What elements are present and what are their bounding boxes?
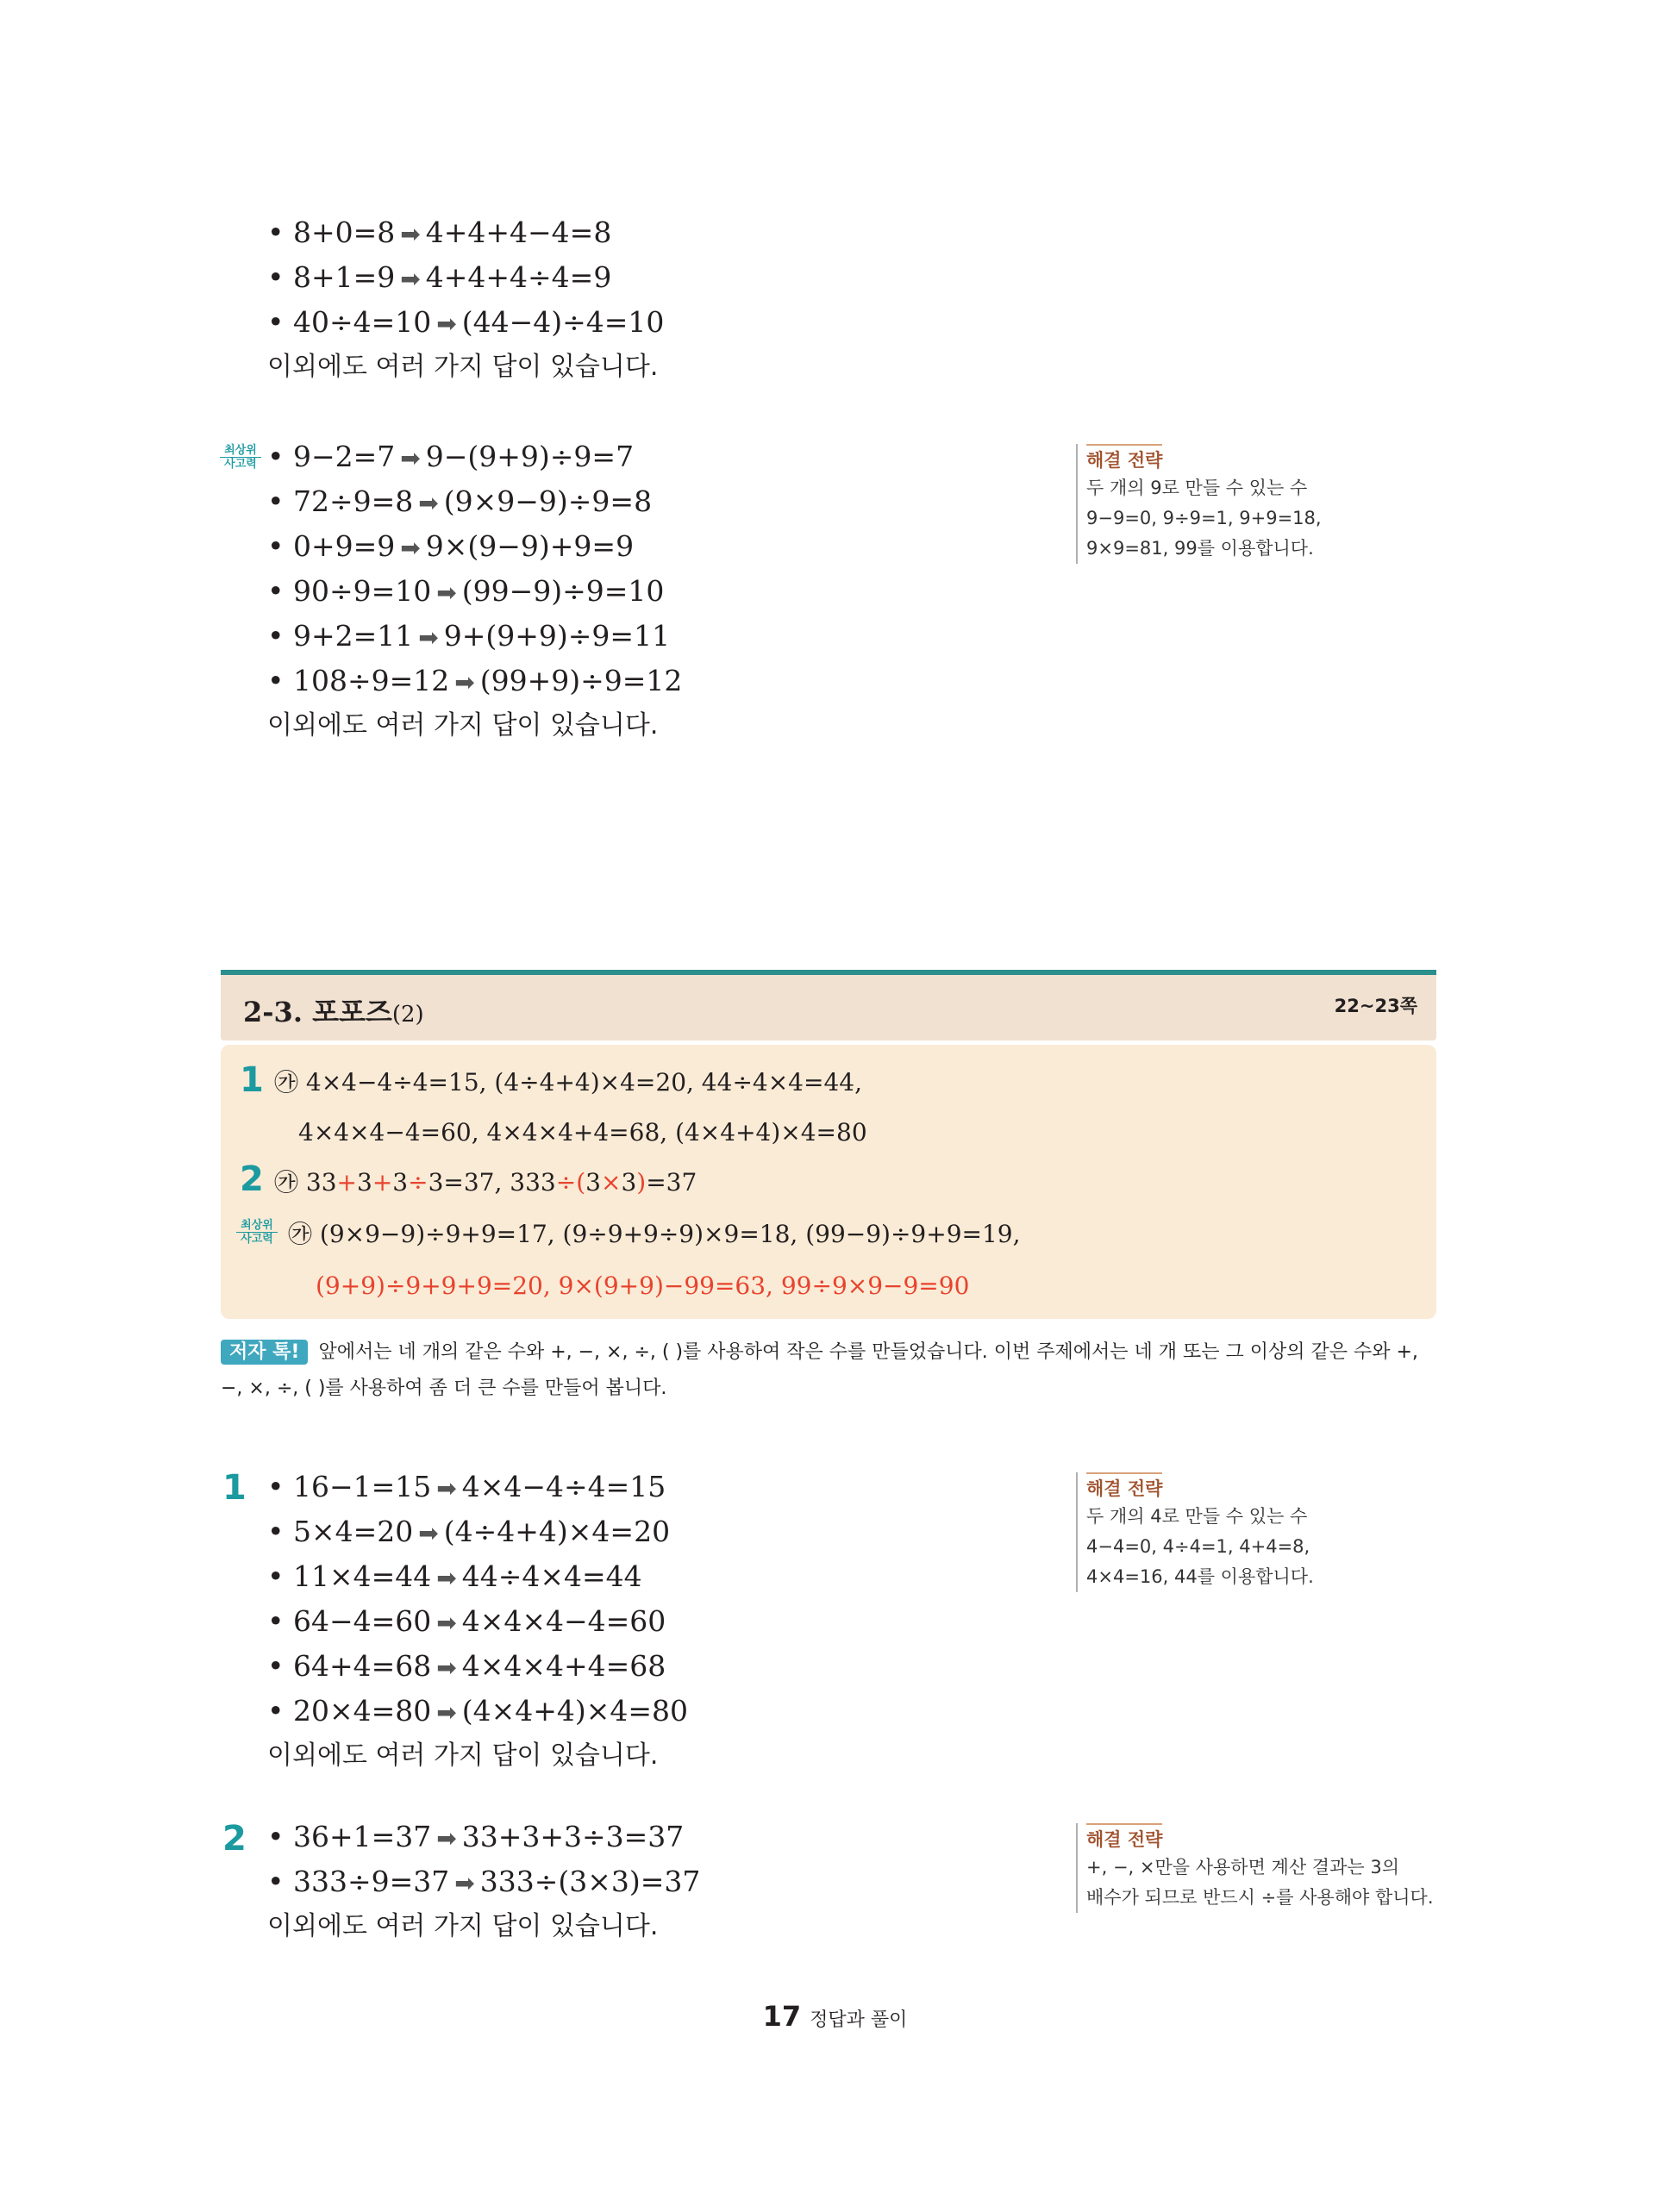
arrow-icon: ➡ <box>436 1474 457 1503</box>
top-level-badge: 최상위 사고력 <box>220 444 261 471</box>
arrow-icon: ➡ <box>454 668 475 697</box>
equation-line: • 20×4=80 ➡ (4×4+4)×4=80 <box>267 1694 689 1728</box>
arrow-icon: ➡ <box>436 309 457 338</box>
arrow-icon: ➡ <box>436 1698 457 1727</box>
arrow-icon: ➡ <box>400 444 421 472</box>
note: 이외에도 여러 가지 답이 있습니다. <box>267 710 659 740</box>
strategy-title: 해결 전략 <box>1086 1472 1162 1502</box>
solution-number: 2 <box>222 1819 247 1859</box>
top-equations <box>267 211 664 389</box>
section-title: 2-3. 포포즈(2) <box>243 996 424 1028</box>
page-footer <box>0 2000 1670 2033</box>
equation-line: • 64+4=68 ➡ 4×4×4+4=68 <box>267 1649 666 1683</box>
arrow-icon: ➡ <box>454 1869 475 1897</box>
answer-line: ㉮ 4×4−4÷4=15, (4÷4+4)×4=20, 44÷4×4=44, <box>274 1068 862 1097</box>
equation-line: • 9−2=7 ➡ 9−(9+9)÷9=7 <box>267 440 635 473</box>
strategy-box: 해결 전략 +, −, ×만을 사용하면 계산 결과는 3의 배수가 되므로 반드시 ÷를 사용해야 합니다. <box>1076 1823 1434 1913</box>
solution-number: 1 <box>222 1468 247 1508</box>
equation-line: • 11×4=44 ➡ 44÷4×4=44 <box>267 1559 642 1593</box>
equation-line: • 5×4=20 ➡ (4÷4+4)×4=20 <box>267 1515 671 1548</box>
equation-line: • 0+9=9 ➡ 9×(9−9)+9=9 <box>267 529 635 563</box>
arrow-icon: ➡ <box>436 1564 457 1592</box>
equation-line: • 9+2=11 ➡ 9+(9+9)÷9=11 <box>267 619 671 653</box>
answer-number: 1 <box>240 1060 264 1100</box>
arrow-icon: ➡ <box>436 1653 457 1682</box>
strategy-title: 해결 전략 <box>1086 1823 1162 1853</box>
page-number: 17 <box>762 2000 802 2033</box>
nine-equations <box>267 435 682 747</box>
equation-line: • 333÷9=37 ➡ 333÷(3×3)=37 <box>267 1865 701 1898</box>
footer-label: 정답과 풀이 <box>810 2009 908 2031</box>
arrow-icon: ➡ <box>436 1609 457 1637</box>
top-level-badge: 최상위 사고력 <box>236 1219 278 1246</box>
tip-badge: 저자 톡! <box>221 1340 308 1365</box>
arrow-icon: ➡ <box>436 578 457 607</box>
answer-number: 2 <box>240 1159 264 1199</box>
note: 이외에도 여러 가지 답이 있습니다. <box>267 1911 659 1941</box>
strategy-title: 해결 전략 <box>1086 444 1162 473</box>
equation-line: • 90÷9=10 ➡ (99−9)÷9=10 <box>267 574 665 608</box>
arrow-icon: ➡ <box>418 1519 439 1547</box>
strategy-box: 해결 전략 두 개의 4로 만들 수 있는 수 4−4=0, 4÷4=1, 4+4=8, 4×4=16, 44를 이용합니다. <box>1076 1472 1314 1592</box>
answer-line: 4×4×4−4=60, 4×4×4+4=68, (4×4+4)×4=80 <box>298 1118 867 1147</box>
note: 이외에도 여러 가지 답이 있습니다. <box>267 352 659 382</box>
equation-line: • 40÷4=10 ➡ (44−4)÷4=10 <box>267 305 665 339</box>
solution-1-equations <box>267 1465 688 1778</box>
equation-line: • 72÷9=8 ➡ (9×9−9)÷9=8 <box>267 484 653 518</box>
arrow-icon: ➡ <box>436 1824 457 1853</box>
answer-line: (9+9)÷9+9+9=20, 9×(9+9)−99=63, 99÷9×9−9=90 <box>316 1272 970 1300</box>
note: 이외에도 여러 가지 답이 있습니다. <box>267 1740 659 1771</box>
answer-panel <box>221 1045 1436 1319</box>
arrow-icon: ➡ <box>400 265 421 293</box>
equation-line: • 8+1=9 ➡ 4+4+4÷4=9 <box>267 260 612 294</box>
strategy-box: 해결 전략 두 개의 9로 만들 수 있는 수 9−9=0, 9÷9=1, 9+9=18, 9×9=81, 99를 이용합니다. <box>1076 444 1322 564</box>
equation-line: • 16−1=15 ➡ 4×4−4÷4=15 <box>267 1470 666 1503</box>
arrow-icon: ➡ <box>418 489 439 517</box>
equation-line: • 36+1=37 ➡ 33+3+3÷3=37 <box>267 1820 685 1853</box>
answer-line: ㉮ 33+3+3÷3=37, 333÷(3×3)=37 <box>274 1168 697 1197</box>
arrow-icon: ➡ <box>418 623 439 652</box>
section-header <box>221 975 1436 1040</box>
author-tip <box>221 1334 1445 1407</box>
arrow-icon: ➡ <box>400 220 421 248</box>
page-range: 22~23쪽 <box>1334 996 1417 1016</box>
equation-line: • 108÷9=12 ➡ (99+9)÷9=12 <box>267 664 683 697</box>
equation-line: • 64−4=60 ➡ 4×4×4−4=60 <box>267 1604 666 1638</box>
arrow-icon: ➡ <box>400 534 421 562</box>
solution-2-equations <box>267 1815 700 1948</box>
equation-line: • 8+0=8 ➡ 4+4+4−4=8 <box>267 216 612 249</box>
tip-text: 앞에서는 네 개의 같은 수와 +, −, ×, ÷, ( )를 사용하여 작은 수를 만들었습니다. 이번 주제에서는 네 개 또는 그 이상의 같은 수와 +, −, ×, ÷, ( )를 사용하여 좀 더 큰 수를 만들어 봅니다. <box>221 1341 1418 1399</box>
answer-line: ㉮ (9×9−9)÷9+9=17, (9÷9+9÷9)×9=18, (99−9)÷9+9=19, <box>288 1220 1021 1248</box>
